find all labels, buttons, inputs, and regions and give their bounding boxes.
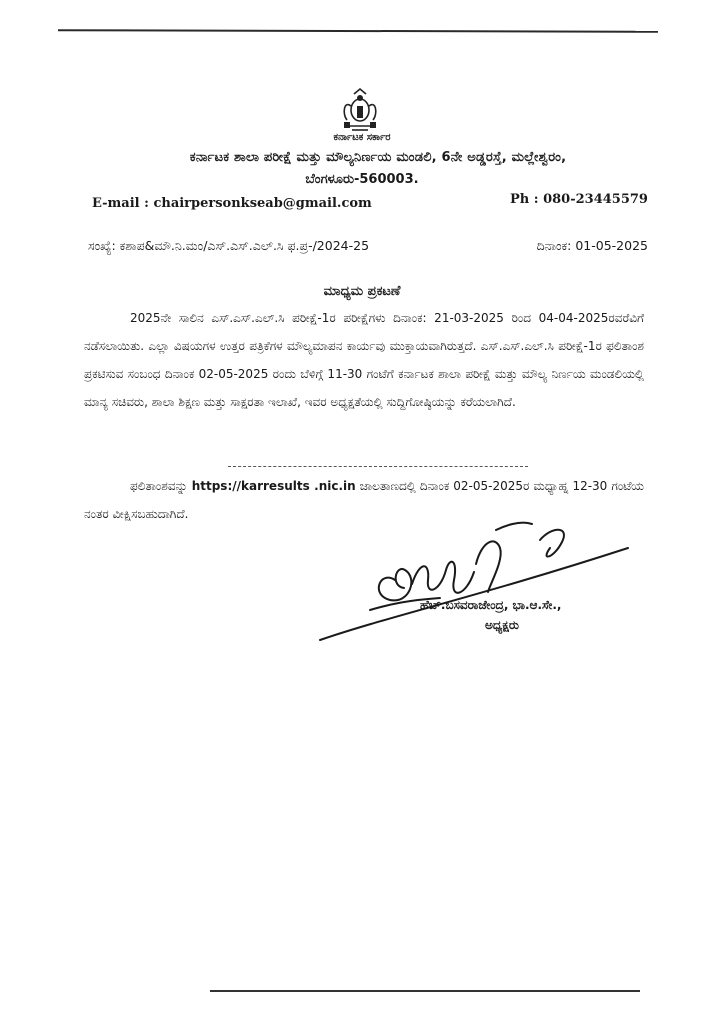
reference-number: ಸಂಖ್ಯೆ: ಕಶಾಪ&ಮೌ.ನಿ.ಮಂ/ಎಸ್.ಎಸ್.ಎಲ್.ಸಿ ಫ.ಪ್ರ-/2024-25	[88, 238, 370, 253]
paragraph-1-text: 2025ನೇ ಸಾಲಿನ ಎಸ್.ಎಸ್.ಎಲ್.ಸಿ ಪರೀಕ್ಷೆ-1ರ ಪರೀಕ್ಷೆಗಳು ದಿನಾಂಕ: 21-03-2025 ರಿಂದ 04-04-2025ರವರೆವಿಗೆ ನಡೆಸಲಾಯಿತು. ಎಲ್ಲಾ ವಿಷಯಗಳ ಉತ್ತರ ಪತ್ರಿಕೆಗಳ ಮೌಲ್ಯಮಾಪನ ಕಾರ್ಯವು ಮುಕ್ತಾಯವಾಗಿರುತ್ತದೆ. ಎಸ್.ಎಸ್.ಎಲ್.ಸಿ ಪರೀಕ್ಷೆ-1ರ ಫಲಿತಾಂಶ ಪ್ರಕಟಿಸುವ ಸಂಬಂಧ ದಿನಾಂಕ 02-05-2025 ರಂದು ಬೆಳಿಗ್ಗೆ 11-30 ಗಂಟೆಗೆ ಕರ್ನಾಟಕ ಶಾಲಾ ಪರೀಕ್ಷೆ ಮತ್ತು ಮೌಲ್ಯ ನಿರ್ಣಯ ಮಂಡಲಿಯಲ್ಲಿ ಮಾನ್ಯ ಸಚಿವರು, ಶಾಲಾ ಶಿಕ್ಷಣ ಮತ್ತು ಸಾಕ್ಷರತಾ ಇಲಾಖೆ, ಇವರ ಅಧ್ಯಕ್ಷತೆಯಲ್ಲಿ ಸುದ್ದಿಗೋಷ್ಠಿಯನ್ನು ಕರೆಯಲಾಗಿದೆ.	[84, 311, 644, 409]
state-emblem-icon	[338, 86, 382, 132]
paragraph-2-lead: ಫಲಿತಾಂಶವನ್ನು	[130, 479, 188, 493]
paragraph-2-tail: ಜಾಲತಾಣದಲ್ಲಿ ದಿನಾಂಕ 02-05-2025ರ ಮಧ್ಯಾಹ್ನ 12-30 ಗಂಟೆಯ ನಂತರ ವೀಕ್ಷಿಸಬಹುದಾಗಿದೆ.	[84, 479, 644, 521]
email-address: E-mail : chairpersonkseab@gmail.com	[92, 196, 372, 211]
reference-line	[88, 238, 648, 254]
signatory-name: ಹೆಚ್.ಬಸವರಾಜೇಂದ್ರ, ಭಾ.ಆ.ಸೇ.,	[420, 598, 562, 612]
handwritten-signature	[300, 500, 630, 660]
bottom-rule	[210, 990, 640, 992]
board-name: ಕರ್ನಾಟಕ ಶಾಲಾ ಪರೀಕ್ಷೆ ಮತ್ತು ಮೌಲ್ಯನಿರ್ಣಯ ಮಂಡಲಿ, 6ನೇ ಅಡ್ಡರಸ್ತೆ, ಮಲ್ಲೇಶ್ವರಂ,	[189, 150, 567, 165]
reference-date: ದಿನಾಂಕ: 01-05-2025	[536, 238, 648, 253]
board-city: ಬೆಂಗಳೂರು-560003.	[305, 172, 419, 187]
subject-heading: ಮಾಧ್ಯಮ ಪ್ರಕಟಣೆ	[323, 284, 401, 299]
dashed-mark	[228, 466, 528, 467]
government-name: ಕರ್ನಾಟಕ ಸರ್ಕಾರ	[333, 132, 391, 143]
phone-number: Ph : 080-23445579	[510, 192, 648, 207]
signatory-title: ಅಧ್ಯಕ್ಷರು	[485, 618, 519, 632]
body-paragraph-1	[84, 304, 644, 416]
top-rule	[58, 29, 658, 33]
results-website-link: https://karresults .nic.in	[191, 479, 356, 493]
